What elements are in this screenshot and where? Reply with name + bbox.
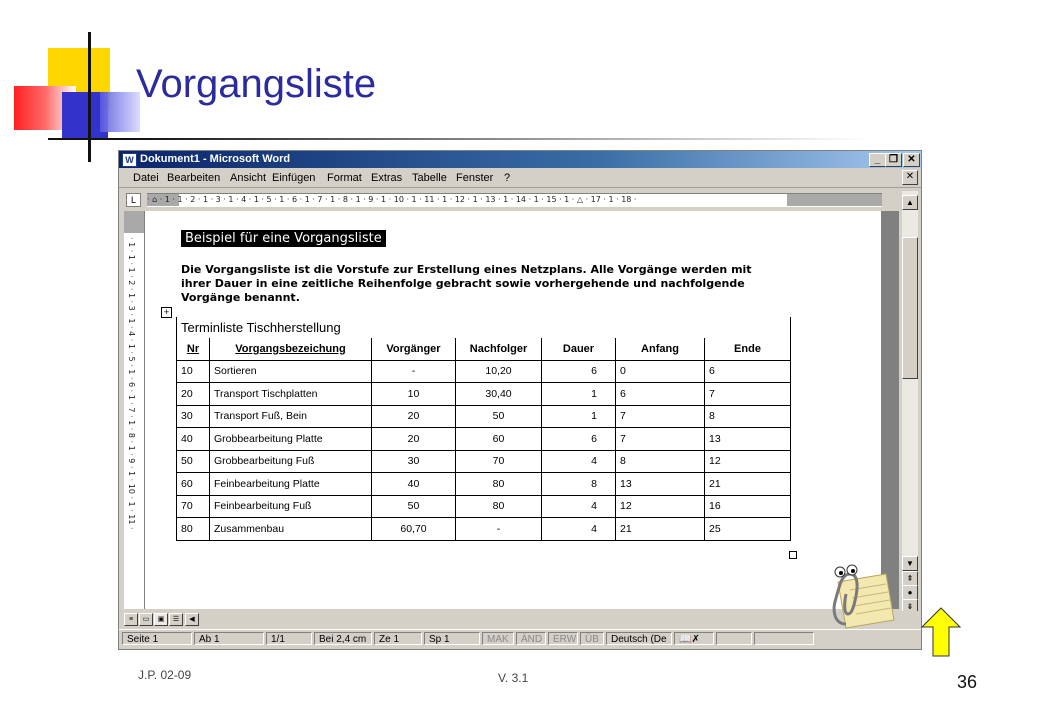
minimize-button[interactable]: _ (869, 153, 886, 167)
cell-vorgaenger: 40 (372, 473, 456, 496)
cell-nachfolger: 70 (456, 450, 542, 473)
cell-nachfolger: 50 (456, 405, 542, 428)
document-heading: Beispiel für eine Vorgangsliste (181, 230, 386, 247)
status-language[interactable]: Deutsch (De (606, 632, 672, 645)
status-empty-1 (716, 632, 752, 645)
ruler-row (119, 189, 921, 209)
cell-bezeichnung: Transport Tischplatten (210, 383, 372, 406)
status-and[interactable]: ÄND (516, 632, 546, 645)
vruler-ticks: · 1 · 1 · 1 · 2 · 1 · 3 · 1 · 4 · 1 · 5 · 1 · 6 · 1 · 7 · 1 · 8 · 1 · 9 · 1 · 10 · 1 · 11 · (127, 237, 136, 530)
menu-tabelle[interactable]: Tabelle (412, 172, 447, 184)
cell-nachfolger: - (456, 518, 542, 541)
menu-extras[interactable]: Extras (371, 172, 403, 184)
cell-anfang: 7 (616, 405, 705, 428)
cell-anfang: 13 (616, 473, 705, 496)
cell-anfang: 7 (616, 428, 705, 451)
slide-title: Vorgangsliste (136, 62, 377, 106)
header-nr: Nr (177, 338, 210, 360)
cell-dauer: 4 (542, 518, 616, 541)
cell-vorgaenger: - (372, 360, 456, 383)
cell-dauer: 4 (542, 450, 616, 473)
cell-nr: 50 (177, 450, 210, 473)
header-ende: Ende (705, 338, 791, 360)
cell-ende: 21 (705, 473, 791, 496)
next-page-icon[interactable]: ⇟ (902, 599, 918, 614)
header-anfang: Anfang (616, 338, 705, 360)
page-number: 36 (957, 672, 978, 692)
word-doc-icon[interactable]: W (122, 153, 137, 167)
cell-ende: 12 (705, 450, 791, 473)
status-page: Seite 1 (122, 632, 192, 645)
cell-nr: 10 (177, 360, 210, 383)
vertical-scrollbar[interactable] (902, 191, 918, 609)
status-ub[interactable]: ÜB (580, 632, 604, 645)
status-erw[interactable]: ERW (548, 632, 578, 645)
cell-nr: 30 (177, 405, 210, 428)
spellcheck-icon[interactable]: 📖✗ (674, 632, 714, 645)
table-header-row (177, 338, 791, 360)
vertical-ruler[interactable] (124, 211, 145, 609)
previous-page-icon[interactable]: ⇞ (902, 571, 918, 586)
menu-einfuegen[interactable]: Einfügen (272, 172, 316, 184)
cell-vorgaenger: 10 (372, 383, 456, 406)
cell-ende: 6 (705, 360, 791, 383)
document-page[interactable] (145, 211, 881, 609)
table-move-handle-icon[interactable]: + (161, 307, 172, 318)
decor-lightblue-square (100, 92, 140, 132)
status-pages: 1/1 (266, 632, 312, 645)
status-empty-2 (754, 632, 814, 645)
menu-format[interactable]: Format (327, 172, 362, 184)
cell-dauer: 1 (542, 383, 616, 406)
status-bar (119, 629, 921, 648)
cell-nachfolger: 60 (456, 428, 542, 451)
footer-version: V. 3.1 (498, 671, 529, 685)
word-window (118, 150, 922, 650)
header-vorgangsbezeichung: Vorgangsbezeichung (210, 338, 372, 360)
title-bar (119, 151, 921, 168)
header-dauer: Dauer (542, 338, 616, 360)
cell-bezeichnung: Sortieren (210, 360, 372, 383)
close-button[interactable]: ✕ (903, 153, 920, 167)
up-arrow-icon (921, 607, 961, 657)
cell-bezeichnung: Grobbearbeitung Platte (210, 428, 372, 451)
horizontal-ruler[interactable] (147, 193, 882, 207)
table-title: Terminliste Tischherstellung (177, 317, 791, 338)
cell-ende: 25 (705, 518, 791, 541)
cell-vorgaenger: 20 (372, 405, 456, 428)
cell-nachfolger: 10,20 (456, 360, 542, 383)
cell-nr: 60 (177, 473, 210, 496)
scroll-down-icon[interactable]: ▼ (902, 556, 918, 571)
scroll-left-icon[interactable]: ◀ (185, 613, 199, 626)
header-nachfolger: Nachfolger (456, 338, 542, 360)
browse-object-icon[interactable]: ● (902, 585, 918, 600)
window-title: Dokument1 - Microsoft Word (140, 153, 291, 165)
table-row (177, 405, 791, 428)
tab-selector-icon[interactable]: L (126, 193, 141, 207)
menu-bar (119, 169, 921, 188)
document-close-button[interactable]: ✕ (902, 170, 918, 185)
page-margin-area (881, 211, 899, 609)
table-resize-handle[interactable] (789, 551, 797, 559)
ruler-margin-right (787, 194, 882, 206)
table-row (177, 383, 791, 406)
cell-nr: 40 (177, 428, 210, 451)
table-row (177, 450, 791, 473)
normal-view-icon[interactable]: ≡ (124, 613, 138, 626)
cell-dauer: 8 (542, 473, 616, 496)
cell-anfang: 8 (616, 450, 705, 473)
outline-view-icon[interactable]: ☰ (169, 613, 183, 626)
table-row (177, 428, 791, 451)
cell-bezeichnung: Grobbearbeitung Fuß (210, 450, 372, 473)
footer-author: J.P. 02-09 (138, 668, 192, 682)
cell-nr: 20 (177, 383, 210, 406)
cell-anfang: 12 (616, 495, 705, 518)
menu-help[interactable]: ? (504, 172, 511, 184)
horizontal-scroll-row (119, 611, 921, 627)
cell-ende: 16 (705, 495, 791, 518)
status-section: Ab 1 (194, 632, 264, 645)
table-row (177, 360, 791, 383)
schedule-table (176, 317, 791, 541)
cell-anfang: 6 (616, 383, 705, 406)
table-row (177, 518, 791, 541)
cell-bezeichnung: Transport Fuß, Bein (210, 405, 372, 428)
cell-ende: 8 (705, 405, 791, 428)
cell-nr: 80 (177, 518, 210, 541)
header-vorgaenger: Vorgänger (372, 338, 456, 360)
cell-ende: 7 (705, 383, 791, 406)
status-position: Bei 2,4 cm (314, 632, 372, 645)
office-assistant-icon[interactable] (816, 560, 896, 634)
cell-vorgaenger: 50 (372, 495, 456, 518)
cell-dauer: 6 (542, 360, 616, 383)
cell-nachfolger: 80 (456, 495, 542, 518)
status-line: Ze 1 (374, 632, 422, 645)
cell-bezeichnung: Feinbearbeitung Fuß (210, 495, 372, 518)
decor-horizontal-line (48, 138, 868, 140)
cell-dauer: 6 (542, 428, 616, 451)
print-layout-view-icon[interactable]: ▣ (154, 613, 168, 626)
menu-bearbeiten[interactable]: Bearbeiten (167, 172, 221, 184)
web-layout-view-icon[interactable]: ▭ (139, 613, 153, 626)
status-column: Sp 1 (424, 632, 480, 645)
ruler-ticks: · ⌂ · 1 · 1 · 2 · 1 · 3 · 1 · 4 · 1 · 5 · 1 · 6 · 1 · 7 · 1 · 8 · 1 · 9 · 1 · 10 · 1 · 11 · 1 · 12 · 1 · 13 · 1 · 14 · 1 · 15 · 1 · △ · 17 · 1 · 18 · (147, 195, 637, 204)
menu-datei[interactable]: Datei (133, 172, 159, 184)
cell-bezeichnung: Feinbearbeitung Platte (210, 473, 372, 496)
cell-bezeichnung: Zusammenbau (210, 518, 372, 541)
scroll-up-icon[interactable]: ▲ (902, 195, 918, 210)
cell-anfang: 0 (616, 360, 705, 383)
menu-ansicht[interactable]: Ansicht (230, 172, 267, 184)
cell-nr: 70 (177, 495, 210, 518)
decor-vertical-line (88, 32, 91, 162)
scroll-thumb[interactable] (902, 237, 918, 379)
cell-vorgaenger: 60,70 (372, 518, 456, 541)
cell-vorgaenger: 30 (372, 450, 456, 473)
table-row (177, 495, 791, 518)
status-mak[interactable]: MAK (482, 632, 514, 645)
cell-ende: 13 (705, 428, 791, 451)
document-paragraph: Die Vorgangsliste ist die Vorstufe zur Erstellung eines Netzplans. Alle Vorgänge werden mit ihrer Dauer in eine zeitliche Reihenfolge gebracht sowie vorhergehende und nachfolgende Vorgänge benannt. (181, 263, 752, 304)
cell-dauer: 4 (542, 495, 616, 518)
menu-fenster[interactable]: Fenster (456, 172, 494, 184)
cell-vorgaenger: 20 (372, 428, 456, 451)
restore-button[interactable]: ❐ (885, 153, 902, 167)
table-row (177, 473, 791, 496)
cell-nachfolger: 80 (456, 473, 542, 496)
cell-anfang: 21 (616, 518, 705, 541)
vruler-margin-top (124, 211, 144, 233)
cell-nachfolger: 30,40 (456, 383, 542, 406)
cell-dauer: 1 (542, 405, 616, 428)
